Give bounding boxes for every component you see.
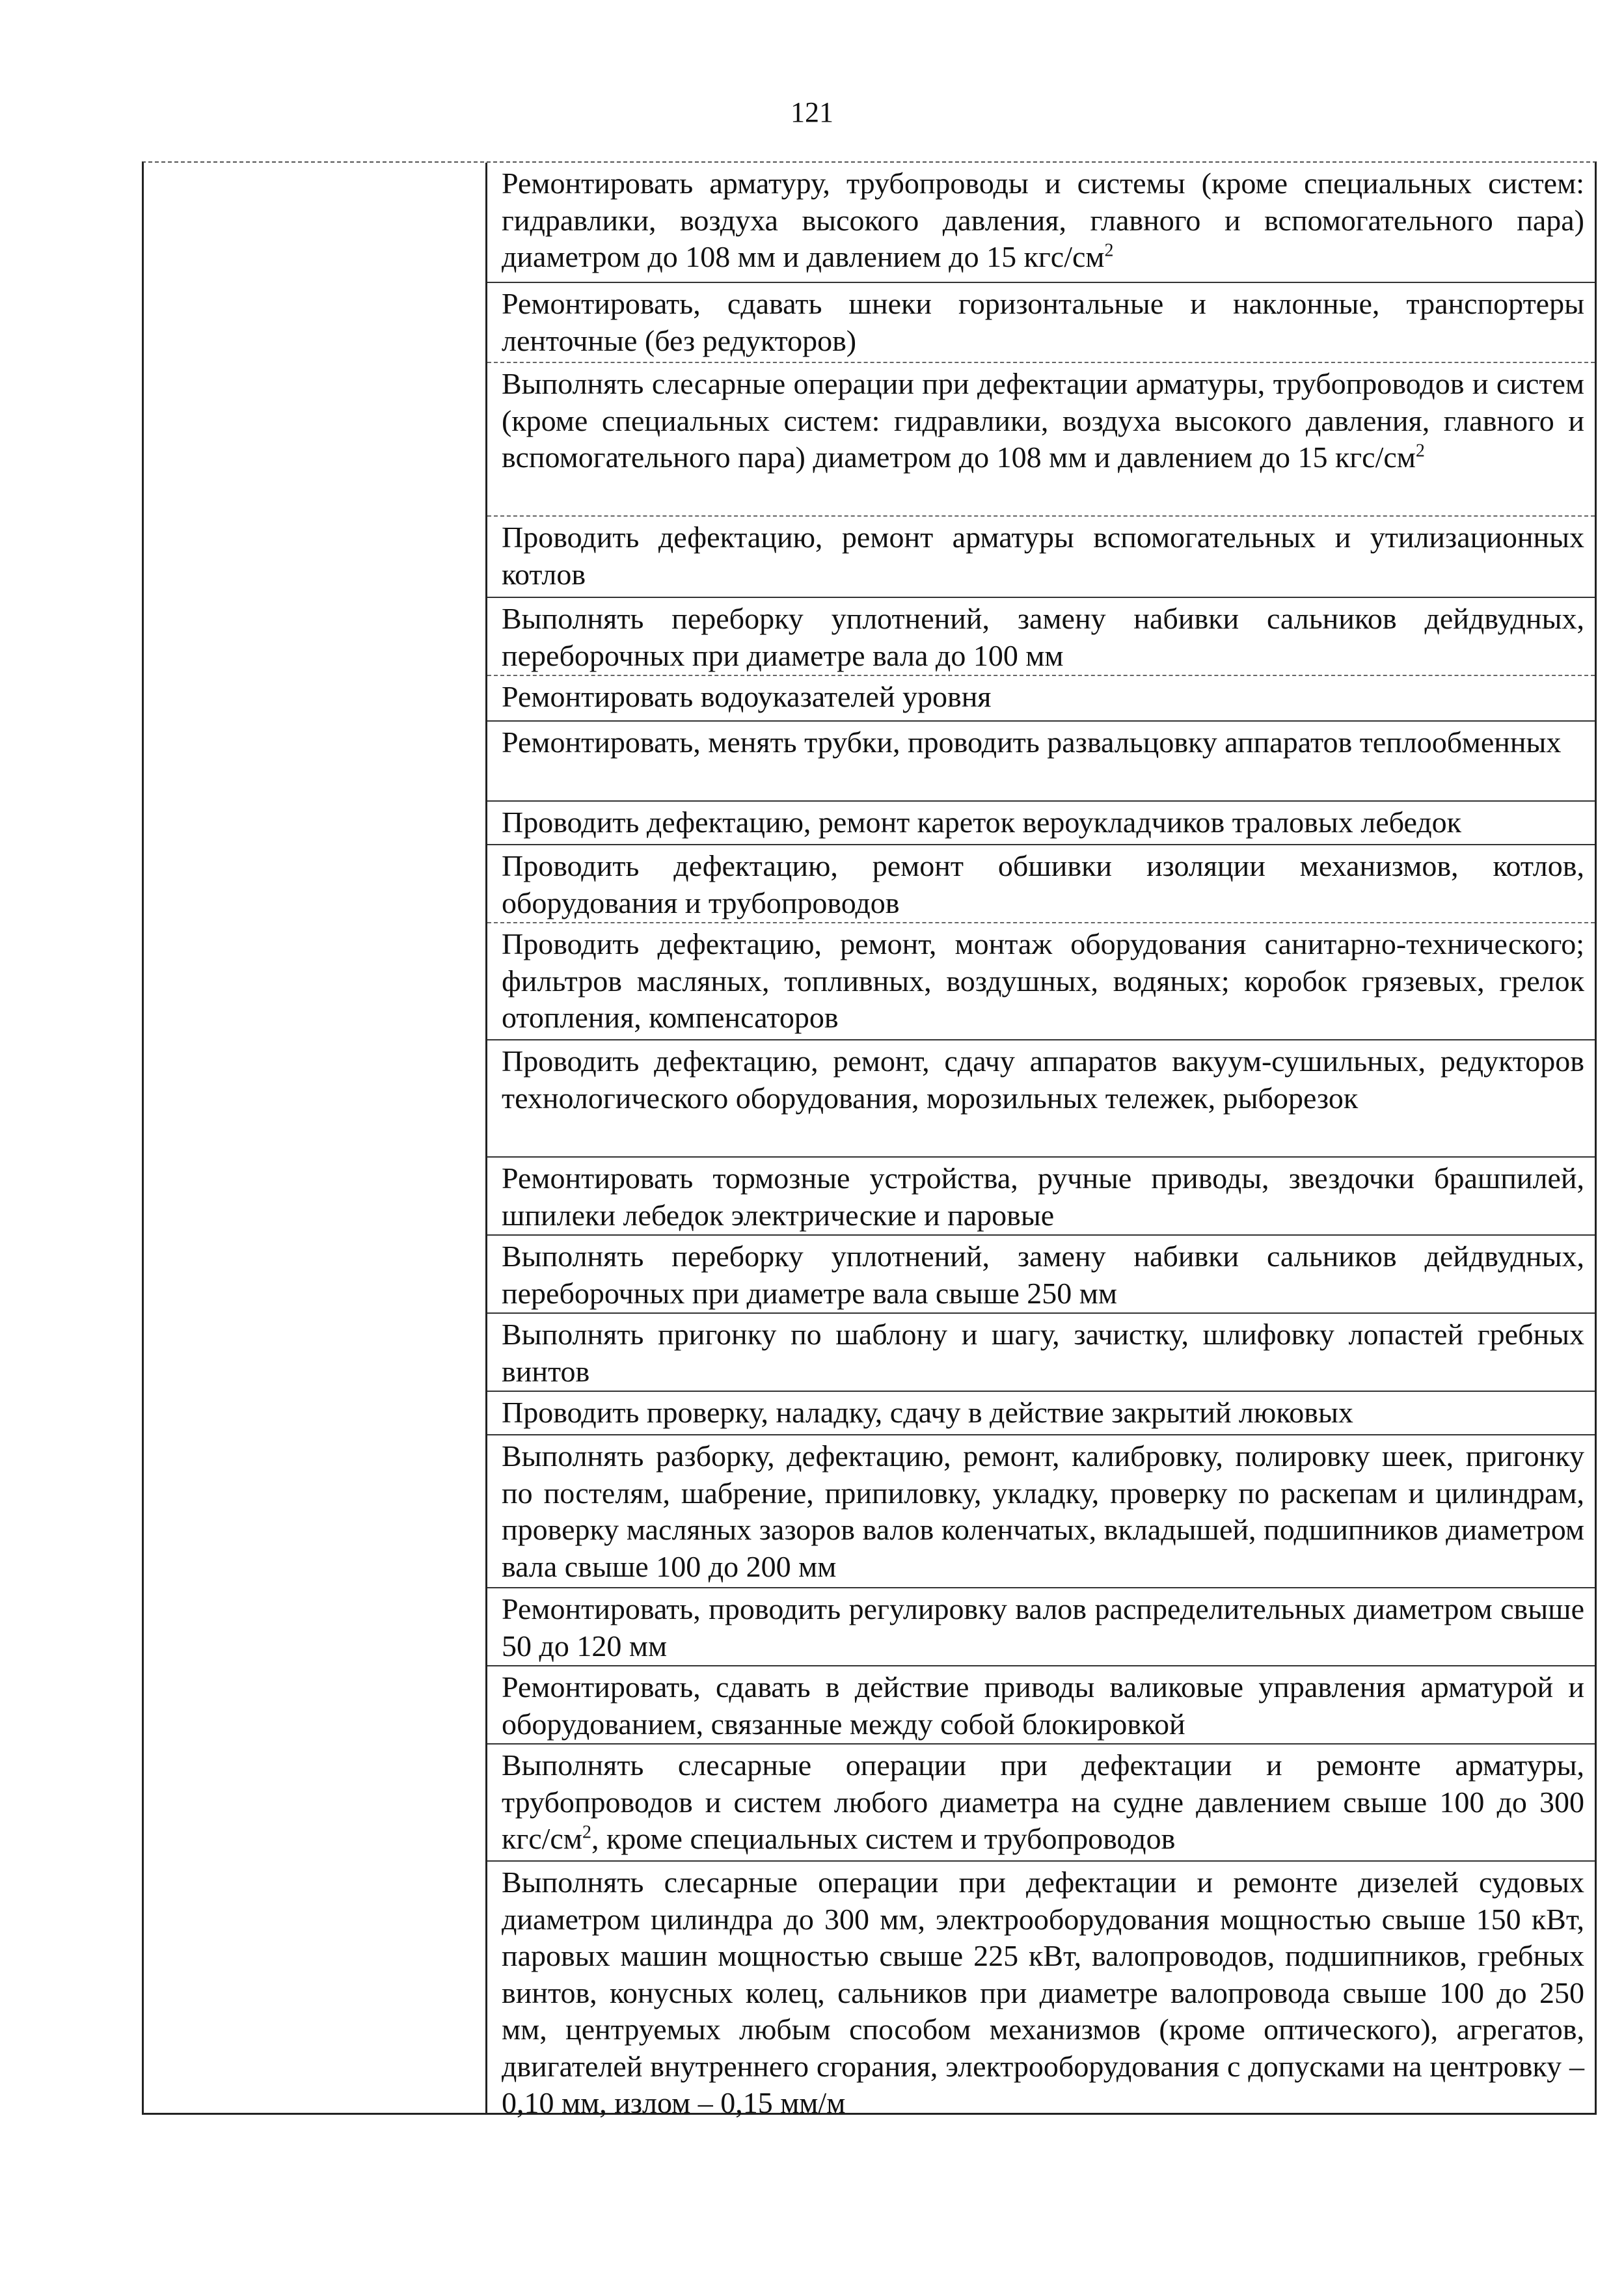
table-row: Выполнять переборку уплотнений, замену набивки сальников дейдвудных, переборочных при диаметре вала свыше 250 мм [487,1236,1595,1314]
table-row: Выполнять слесарные операции при дефектации арматуры, трубопроводов и систем (кроме специальных систем: гидравлики, воздуха высокого давления, главного и вспомогательного пара) диаметром до 108 мм и давлением до 15 кгс/$см^2$ [487,363,1595,517]
table-row: Ремонтировать арматуру, трубопроводы и системы (кроме специальных систем: гидравлики, воздуха высокого давления, главного и вспомогательного пара) диаметром до 108 мм и давлением до 15 кгс/$см^2$ [487,163,1595,283]
table-left-column [144,163,487,2113]
table-row: Выполнять слесарные операции при дефектации и ремонте дизелей судовых диаметром цилиндра до 300 мм, электрооборудования мощностью свыше 150 кВт, паровых машин мощностью свыше 225 кВт, валопроводов, подшипников, гребных винтов, конусных колец, сальников при диаметре валопровода свыше 100 до 250 мм, центруемых любым способом механизмов (кроме оптического), агрегатов, двигателей внутреннего сгорания, электрооборудования с допусками на центровку – 0,10 мм, излом – 0,15 мм/м [502,1866,1584,2119]
table-row: Выполнять разборку, дефектацию, ремонт, калибровку, полировку шеек, пригонку по постелям, шабрение, припиловку, укладку, проверку по раскепам и цилиндрам, проверку масляных зазоров валов коленчатых, вкладышей, подшипников диаметром вала свыше 100 до 200 мм [487,1435,1595,1588]
work-table [142,161,1597,2119]
table-row: Ремонтировать тормозные устройства, ручные приводы, звездочки брашпилей, шпилеки лебедок электрические и паровые [487,1158,1595,1236]
table-row: Ремонтировать, менять трубки, проводить развальцовку аппаратов теплообменных [487,722,1595,802]
table-row: Ремонтировать, сдавать шнеки горизонтальные и наклонные, транспортеры ленточные (без редукторов) [487,283,1595,363]
table-row: Проводить дефектацию, ремонт обшивки изоляции механизмов, котлов, оборудования и трубопроводов [487,845,1595,923]
table-row: Проводить дефектацию, ремонт, монтаж оборудования санитарно-технического; фильтров масляных, топливных, воздушных, водяных; коробок грязевых, грелок отопления, компенсаторов [487,923,1595,1040]
table-row: Выполнять пригонку по шаблону и шагу, зачистку, шлифовку лопастей гребных винтов [487,1314,1595,1392]
table-row: Ремонтировать, сдавать в действие приводы валиковые управления арматурой и оборудованием, связанные между собой блокировкой [487,1666,1595,1745]
table-row: Проводить проверку, наладку, сдачу в действие закрытий люковых [487,1392,1595,1435]
table-row: Выполнять переборку уплотнений, замену набивки сальников дейдвудных, переборочных при диаметре вала до 100 мм [487,598,1595,676]
table-row: Проводить дефектацию, ремонт кареток вероукладчиков траловых лебедок [487,802,1595,845]
page-number: 121 [791,96,833,128]
table-row: Выполнять слесарные операции при дефектации и ремонте арматуры, трубопроводов и систем любого диаметра на судне давлением свыше 100 до 300 кгс/$см^2$, кроме специальных систем и трубопроводов [487,1745,1595,1862]
table-rows [487,163,1595,2119]
table-row: Ремонтировать, проводить регулировку валов распределительных диаметром свыше 50 до 120 мм [487,1588,1595,1666]
table-row: Ремонтировать водоуказателей уровня [487,676,1595,722]
table-row: Проводить дефектацию, ремонт, сдачу аппаратов вакуум-сушильных, редукторов технологического оборудования, морозильных тележек, рыборезок [487,1040,1595,1158]
table-row: Проводить дефектацию, ремонт арматуры вспомогательных и утилизационных котлов [487,517,1595,598]
